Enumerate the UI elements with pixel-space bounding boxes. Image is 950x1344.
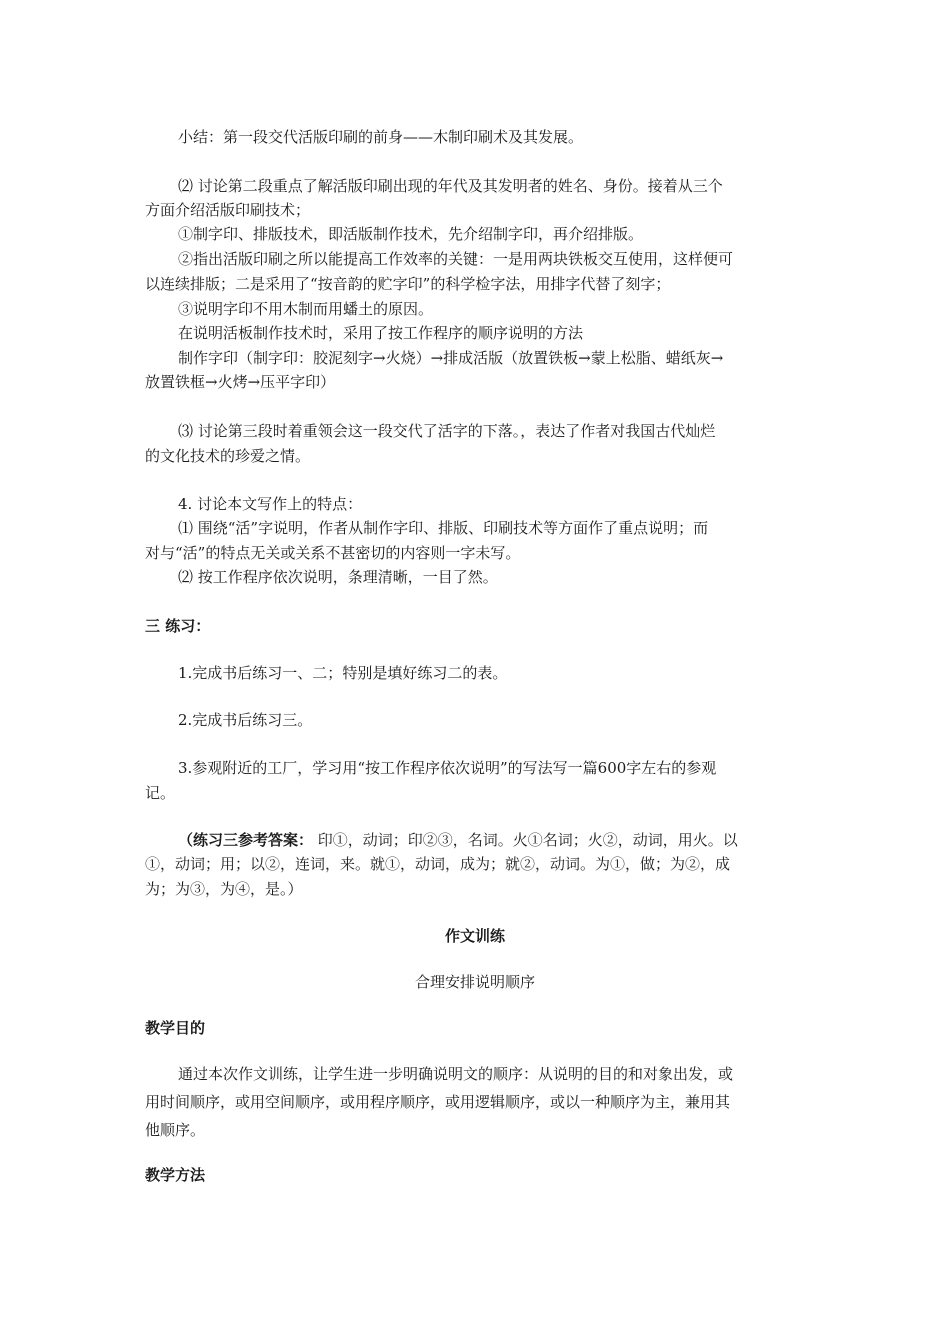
paragraph-3-line-2: 的文化技术的珍爱之情。 bbox=[145, 447, 311, 465]
paragraph-2-process-line-1: 制作字印（制字印：胶泥刻字→火烧）→排成活版（放置铁板→蒙上松脂、蜡纸灰→ bbox=[178, 349, 724, 367]
answer-line-1 bbox=[178, 828, 810, 853]
answer-line-1-text: 印①，动词；印②③，名词。火①名词；火②，动词，用火。以 bbox=[313, 831, 738, 849]
paragraph-2-item-2-line-2: 以连续排版；二是采用了“按音韵的贮字印”的科学检字法，用排字代替了刻字； bbox=[145, 275, 671, 293]
paragraph-2-item-1: ①制字印、排版技术，即活版制作技术，先介绍制字印，再介绍排版。 bbox=[178, 225, 644, 243]
exercise-1: 1.完成书后练习一、二；特别是填好练习二的表。 bbox=[178, 664, 508, 682]
paragraph-2-item-2-line-1: ②指出活版印刷之所以能提高工作效率的关键：一是用两块铁板交互使用，这样便可 bbox=[178, 250, 734, 268]
summary-line: 小结：第一段交代活版印刷的前身——木制印刷术及其发展。 bbox=[178, 128, 584, 146]
answer-line-2: ①，动词；用；以②，连词，来。就①，动词，成为；就②，动词。为①，做；为②，成 bbox=[145, 855, 731, 873]
paragraph-4-item-1-line-2: 对与“活”的特点无关或关系不甚密切的内容则一字未写。 bbox=[145, 544, 521, 562]
exercise-3-line-2: 记。 bbox=[145, 784, 176, 802]
teaching-method-heading: 教学方法 bbox=[145, 1166, 206, 1184]
paragraph-2-process-line-2: 放置铁框→火烤→压平字印） bbox=[145, 373, 336, 391]
writing-training-title: 作文训练 bbox=[444, 927, 505, 945]
answer-label: （练习三参考答案： bbox=[178, 831, 314, 849]
paragraph-4-item-2: ⑵ 按工作程序依次说明，条理清晰，一目了然。 bbox=[178, 568, 498, 586]
answer-line-3: 为；为③，为④，是。） bbox=[145, 880, 303, 898]
writing-training-subtitle: 合理安排说明顺序 bbox=[414, 973, 535, 991]
exercise-2: 2.完成书后练习三。 bbox=[178, 711, 313, 729]
paragraph-2-line-1: ⑵ 讨论第二段重点了解活版印刷出现的年代及其发明者的姓名、身份。接着从三个 bbox=[178, 177, 723, 195]
paragraph-4-title: 4. 讨论本文写作上的特点： bbox=[178, 495, 363, 513]
paragraph-2-method: 在说明活板制作技术时，采用了按工作程序的顺序说明的方法 bbox=[178, 324, 584, 342]
paragraph-2-line-2: 方面介绍活版印刷技术； bbox=[145, 201, 311, 219]
exercise-3-line-1: 3.参观附近的工厂，学习用“按工作程序依次说明”的写法写一篇600字左右的参观 bbox=[178, 759, 717, 777]
teaching-goal-heading: 教学目的 bbox=[145, 1019, 206, 1037]
teaching-goal-line-1: 通过本次作文训练，让学生进一步明确说明文的顺序：从说明的目的和对象出发，或 bbox=[178, 1065, 734, 1083]
teaching-goal-line-3: 他顺序。 bbox=[145, 1121, 206, 1139]
paragraph-2-item-3: ③说明字印不用木制而用蟠土的原因。 bbox=[178, 300, 434, 318]
paragraph-4-item-1-line-1: ⑴ 围绕“活”字说明，作者从制作字印、排版、印刷技术等方面作了重点说明；而 bbox=[178, 519, 709, 537]
paragraph-3-line-1: ⑶ 讨论第三段时着重领会这一段交代了活字的下落。，表达了作者对我国古代灿烂 bbox=[178, 422, 716, 440]
section-3-heading: 三 练习： bbox=[145, 617, 211, 635]
teaching-goal-line-2: 用时间顺序，或用空间顺序，或用程序顺序，或用逻辑顺序，或以一种顺序为主，兼用其 bbox=[145, 1093, 731, 1111]
